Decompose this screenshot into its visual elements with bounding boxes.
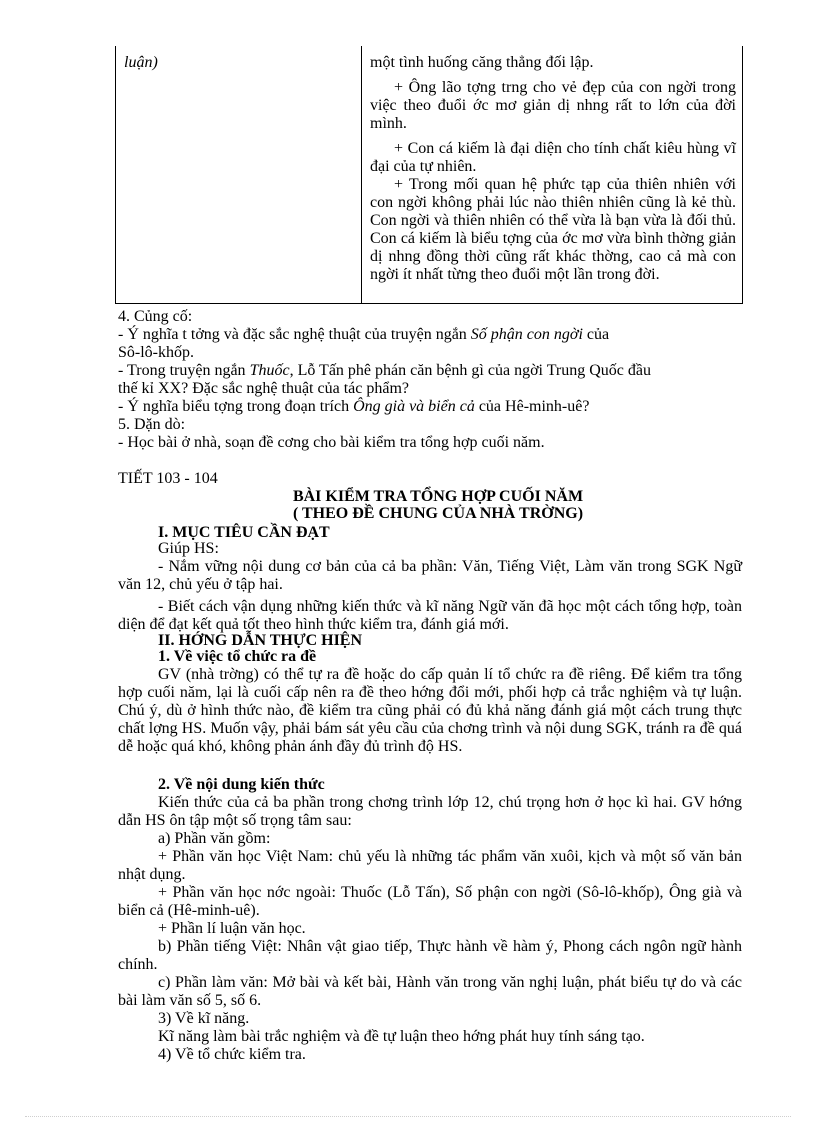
question-2-cont: thế kỉ XX? Đặc sắc nghệ thuật của tác phẩm? bbox=[118, 380, 409, 397]
q2-title: Thuốc bbox=[249, 362, 290, 379]
q2-text-end: , Lỗ Tấn phê phán căn bệnh gì của ngời Trung Quốc đầu bbox=[289, 362, 651, 379]
q2-text: - Trong truyện ngắn bbox=[118, 362, 250, 379]
table-line: một tình huống căng thẳng đối lập. bbox=[370, 54, 594, 71]
objective-2: - Biết cách vận dụng những kiến thức và kĩ năng Ngữ văn đã học một cách tổng hợp, toàn diện để đạt kết quả tốt theo hình thức kiểm tra, đánh giá mới. bbox=[118, 598, 742, 633]
table-right-cell bbox=[370, 54, 736, 284]
dan-do-heading: 5. Dặn dò: bbox=[118, 416, 186, 433]
lesson-table bbox=[115, 46, 743, 304]
section-1-body bbox=[118, 558, 742, 634]
part-a3: + Phần lí luận văn học. bbox=[158, 920, 306, 937]
sub-1-body bbox=[118, 666, 742, 756]
lesson-subtitle: ( THEO ĐỀ CHUNG CỦA NHÀ TRỜNG) bbox=[292, 505, 584, 522]
objective-1: - Nắm vững nội dung cơ bản của cả ba phần: Văn, Tiếng Việt, Làm văn trong SGK Ngữ văn 12, chủ yếu ở tập hai. bbox=[118, 558, 742, 593]
part-a: a) Phần văn gồm: bbox=[158, 830, 271, 847]
q3-text: - Ý nghĩa biểu tợng trong đoạn trích bbox=[118, 398, 354, 415]
q3-text-end: của Hê-minh-uê? bbox=[474, 398, 590, 415]
question-1-cont: Sô-lô-khốp. bbox=[118, 344, 194, 361]
q3-title: Ông già và biển cả bbox=[353, 398, 475, 415]
sub-1-text: GV (nhà trờng) có thể tự ra đề hoặc do cấp quản lí tổ chức ra đề riêng. Để kiểm tra tổng hợp cuối năm, lại là cuối cấp nên ra đề theo hớng đổi mới, phối hợp cả trắc nghiệm và tự luận. Chú ý, dù ở hình thức nào, đề kiểm tra cũng phải có đủ khả năng đánh giá một cách trung thực chất lợng HS. Muốn vậy, phải bám sát yêu cầu của chơng trình và nội dung SGK, tránh ra đề quá dễ hoặc quá khó, không phản ánh đầy đủ trình độ HS. bbox=[118, 666, 742, 755]
page-bottom-rule bbox=[25, 1116, 791, 1117]
lesson-title: BÀI KIỂM TRA TỔNG HỢP CUỐI NĂM bbox=[292, 488, 584, 505]
question-1 bbox=[118, 326, 758, 344]
cung-co-heading: 4. Củng cố: bbox=[118, 308, 193, 325]
question-2 bbox=[118, 362, 758, 380]
cung-co-section bbox=[118, 308, 758, 452]
table-paragraph: + Ông lão tợng trng cho vẻ đẹp của con ngời trong việc theo đuổi ớc mơ giản dị nhng rất to lớn của đời mình. bbox=[370, 79, 736, 132]
section-2-heading: II. HỚNG DẪN THỰC HIỆN bbox=[158, 632, 363, 649]
table-paragraph: + Con cá kiếm là đại diện cho tính chất kiêu hùng vĩ đại của tự nhiên. bbox=[370, 140, 736, 175]
part-c: c) Phần làm văn: Mở bài và kết bài, Hành văn trong văn nghị luận, phát biểu tự do và các bài làm văn số 5, số 6. bbox=[118, 974, 742, 1009]
part-a1: + Phần văn học Việt Nam: chủ yếu là những tác phẩm văn xuôi, kịch và một số văn bản nhật dụng. bbox=[118, 848, 742, 883]
part-b: b) Phần tiếng Việt: Nhân vật giao tiếp, Thực hành về hàm ý, Phong cách ngôn ngữ hành chính. bbox=[118, 938, 742, 973]
lesson-code: TIẾT 103 - 104 bbox=[118, 470, 218, 487]
sub-2-text: Kiến thức của cả ba phần trong chơng trình lớp 12, chú trọng hơn ở học kì hai. GV hớng dẫn HS ôn tập một số trọng tâm sau: bbox=[118, 794, 742, 829]
table-column-divider bbox=[361, 46, 362, 303]
item-3-text: Kĩ năng làm bài trắc nghiệm và đề tự luận theo hớng phát huy tính sáng tạo. bbox=[158, 1028, 645, 1045]
dan-do-line: - Học bài ở nhà, soạn đề cơng cho bài kiểm tra tổng hợp cuối năm. bbox=[118, 434, 545, 451]
part-a2: + Phần văn học nớc ngoài: Thuốc (Lỗ Tấn), Số phận con ngời (Sô-lô-khốp), Ông già và biển cả (Hê-minh-uê). bbox=[118, 884, 742, 919]
sub-heading-2: 2. Về nội dung kiến thức bbox=[158, 776, 325, 793]
item-4: 4) Về tổ chức kiểm tra. bbox=[158, 1046, 306, 1063]
sub-2-body bbox=[118, 794, 742, 1064]
item-3: 3) Về kĩ năng. bbox=[158, 1010, 250, 1027]
section-1-heading: I. MỤC TIÊU CẦN ĐẠT bbox=[158, 524, 330, 541]
q1-title: Số phận con ngời bbox=[470, 326, 583, 343]
table-left-cell: luận) bbox=[124, 54, 158, 71]
q1-text-end: của bbox=[582, 326, 610, 343]
q1-text: - Ý nghĩa t tởng và đặc sắc nghệ thuật của truyện ngắn bbox=[118, 326, 471, 343]
sub-heading-1: 1. Về việc tổ chức ra đề bbox=[158, 648, 317, 665]
question-3 bbox=[118, 398, 758, 416]
table-paragraph: + Trong mối quan hệ phức tạp của thiên nhiên với con ngời không phải lúc nào thiên nhiên cũng là kẻ thù. Con ngời và thiên nhiên có thể vừa là bạn vừa là đối thủ. Con cá kiếm là biểu tợng của ớc mơ vừa bình thờng giản dị nhng đồng thời cũng rất khác thờng, cao cả mà con ngời ít nhất từng theo đuổi một lần trong đời. bbox=[370, 176, 736, 283]
section-1-intro: Giúp HS: bbox=[158, 540, 219, 557]
